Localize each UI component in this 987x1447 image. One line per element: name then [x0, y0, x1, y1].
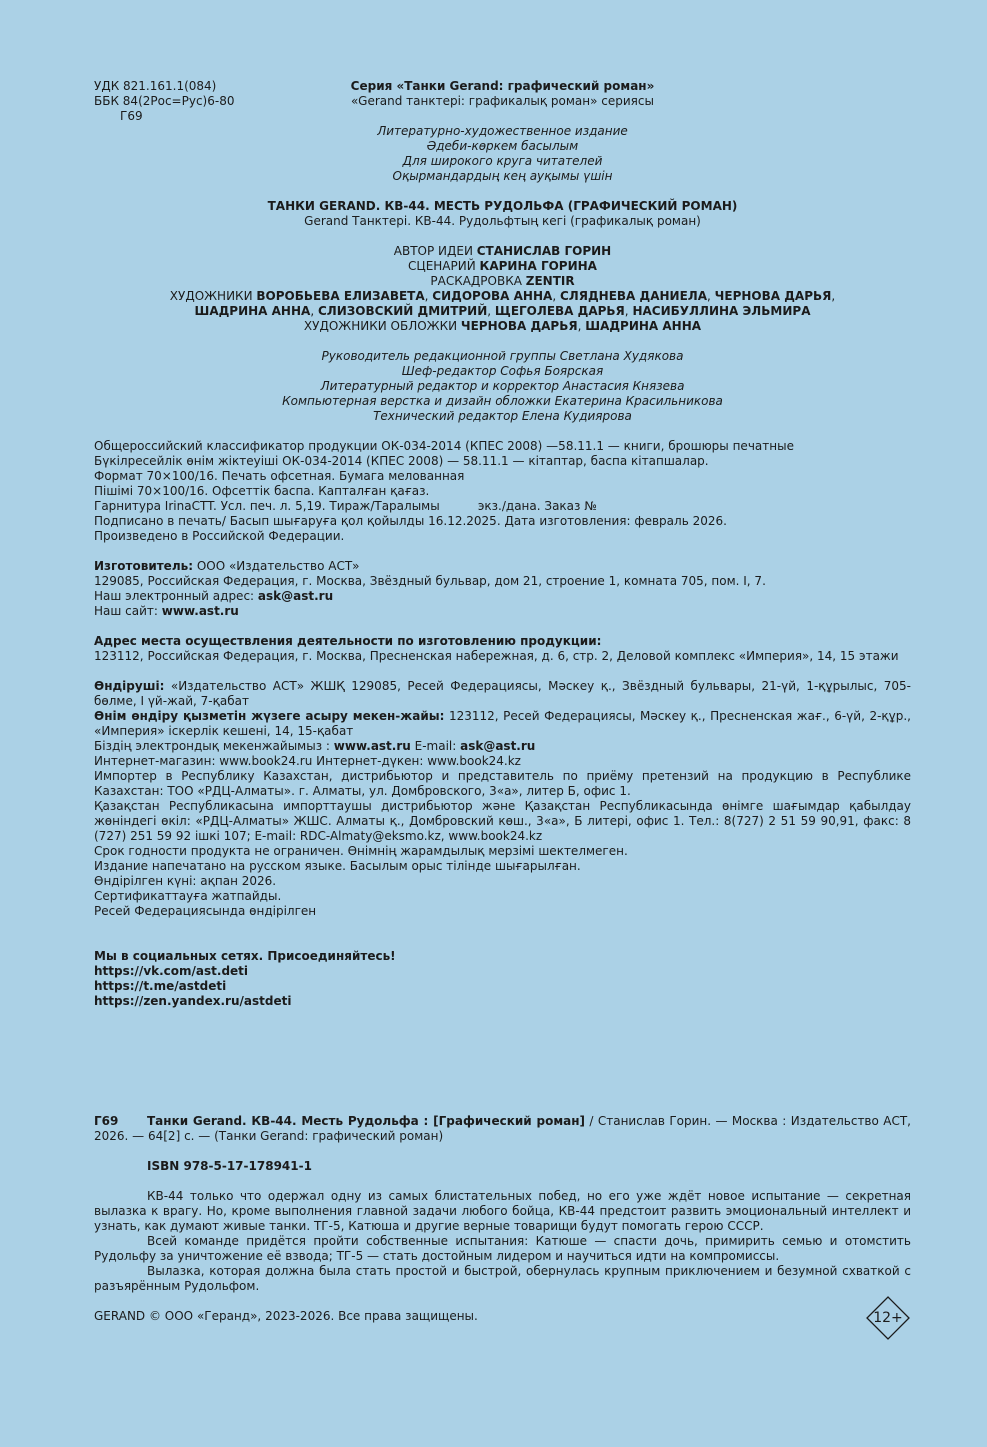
edition-type: Литературно-художественное издание Әдеби-көркем басылым Для широкого круга читателей Оқырмандардың кең ауқымы үшін	[377, 124, 628, 183]
credit-script: СЦЕНАРИЙ КАРИНА ГОРИНА	[408, 259, 597, 273]
series-title-kz: «Gerand танктері: графикалық роман» сериясы	[351, 94, 654, 108]
author-mark: Г69	[120, 109, 143, 123]
production-address: Адрес места осуществления деятельности по изготовлению продукции: 123112, Российская Федерация, г. Москва, Пресненская набережная, д. 6, стр. 2, Деловой комплекс «Империя», 14, 15 этажи	[94, 634, 899, 663]
age-rating-label: 12+	[873, 1310, 903, 1326]
email-link[interactable]: ask@ast.ru	[257, 589, 334, 603]
credit-storyboard: РАСКАДРОВКА ZENTIR	[430, 274, 575, 288]
credit-cover-artists: ХУДОЖНИКИ ОБЛОЖКИ ЧЕРНОВА ДАРЬЯ, ШАДРИНА АННА	[303, 319, 702, 333]
catalog-code: Г69	[94, 1114, 119, 1128]
manufacturer: Изготовитель: ООО «Издательство АСТ» 129085, Российская Федерация, г. Москва, Звёздный бульвар, дом 21, строение 1, комната 705, пом. I, 7. Наш электронный адрес: ask@ast.ru Наш сайт: www.ast.ru	[94, 559, 766, 618]
social-link-vk[interactable]: https://vk.com/ast.deti	[94, 964, 249, 978]
series-block	[300, 79, 705, 109]
importer-ru: Импортер в Республику Казахстан, дистрибьютор и представитель по приёму претензий на продукцию в Республике Казахстан: ТОО «РДЦ-Алматы». г. Алматы, ул. Домбровского, 3«а», литер Б, офис 1.	[94, 769, 911, 798]
credit-artists: ХУДОЖНИКИ ВОРОБЬЕВА ЕЛИЗАВЕТА, СИДОРОВА АННА, СЛЯДНЕВА ДАНИЕЛА, ЧЕРНОВА ДАРЬЯ,	[169, 289, 836, 303]
social-link-zen[interactable]: https://zen.yandex.ru/astdeti	[94, 994, 292, 1008]
credit-idea: АВТОР ИДЕИ СТАНИСЛАВ ГОРИН	[393, 244, 612, 258]
tech-info: Общероссийский классификатор продукции ОК-034-2014 (КПЕС 2008) —58.11.1 — книги, брошюры печатные Бүкілресейлік өнім жіктеуіші ОК-034-2014 (КПЕС 2008) — 58.11.1 — кітаптар, баспа кітапшалар. Формат 70×100/16. Печать офсетная. Бумага мелованная Пішімі 70×100/16. Офсеттік баспа. Капталған қағаз. Гарнитура IrinaCTT. Усл. печ. л. 5,19. Тираж/Таралымы экз./дана. Заказ № Подписано в печать/ Басып шығаруға қол қойылды 16.12.2025. Дата изготовления: февраль 2026. Произведено в Российской Федерации.	[94, 439, 794, 543]
social-title: Мы в социальных сетях. Присоединяйтесь!	[94, 949, 396, 963]
kz-address: Өнім өндіру қызметін жүзеге асыру мекен-жайы: 123112, Ресей Федерациясы, Мәскеу қ., Пресненская жағ., 6-үй, 2-құр., «Империя» іскерлік кешені, 14, 15-қабат	[94, 709, 912, 738]
importer-kz: Қазақстан Республикасына импорттаушы дистрибьютор және Қазақстан Республикасында өнімге шағымдар қабылдау жөніндегі өкіл: «РДЦ-Алматы» ЖШС. Алматы қ., Домбровский көш., 3«а», Б литері, офис 1. Тел.: 8(727) 2 51 59 90,91, факс: 8 (727) 251 59 92 ішкі 107; E-mail: RDC-Almaty@eksmo.kz, www.book24.kz	[94, 799, 911, 843]
catalog-entry: Танки Gerand. КВ-44. Месть Рудольфа : [Графический роман] / Станислав Горин. — Москва : Издательство АСТ, 2026. — 64[2] с. — (Танки Gerand: графический роман)	[94, 1114, 911, 1143]
book-title-kz: Gerand Танктері. КВ-44. Рудольфтың кегі (графикалық роман)	[304, 214, 701, 228]
editors: Руководитель редакционной группы Светлана Худякова Шеф-редактор Софья Боярская Литературный редактор и корректор Анастасия Князева Компьютерная верстка и дизайн обложки Екатерина Красильникова Технический редактор Елена Кудиярова	[282, 349, 723, 423]
kz-legal-block: Өндіруші: «Издательство АСТ» ЖШҚ 129085, Ресей Федерациясы, Мәскеу қ., Звёздный бульвары, 21-үй, 1-құрылыс, 705-бөлме, I үй-жай, 7-қабат Өнім өндіру қызметін жүзеге асыру мекен-жайы: 123112, Ресей Федерациясы, Мәскеу қ., Пресненская жағ., 6-үй, 2-құр., «Империя» іскерлік кешені, 14, 15-қабат Біздің электрондық мекенжайымыз : www.ast.ru E-mail: ask@ast.ru Интернет-магазин: www.book24.ru Интернет-дүкен: www.book24.kz Импортер в Республику Казахстан, дистрибьютор и представитель по приёму претензий на продукцию в Республике Казахстан: ТОО «РДЦ-Алматы». г. Алматы, ул. Домбровского, 3«а», литер Б, офис 1. Қазақстан Республикасына импорттаушы дистрибьютор және Қазақстан Республикасында өнімге шағымдар қабылдау жөніндегі өкіл: «РДЦ-Алматы» ЖШС. Алматы қ., Домбровский көш., 3«а», Б литері, офис 1. Тел.: 8(727) 2 51 59 90,91, факс: 8 (727) 251 59 92 ішкі 107; E-mail: RDC-Almaty@eksmo.kz, www.book24.kz Срок годности продукта не ограничен. Өнімнің жарамдылық мерзімі шектелмеген. Издание напечатано на русском языке. Басылым орыс тілінде шығарылған. Өндірілген күні: ақпан 2026. Сертификаттауға жатпайды. Ресей Федерациясында өндірілген	[94, 679, 912, 918]
book-title-ru: ТАНКИ GERAND. КВ-44. МЕСТЬ РУДОЛЬФА (ГРАФИЧЕСКИЙ РОМАН)	[267, 199, 738, 213]
annotation: КВ-44 только что одержал одну из самых блистательных побед, но его уже ждёт новое испытание — секретная вылазка к врагу. Но, кроме выполнения главной задачи любого бойца, КВ-44 предстоит развить эмоциональный интеллект и узнать, как думают живые танки. ТГ-5, Катюша и другие верные товарищи будут помогать герою СССР. Всей команде придётся пройти собственные испытания: Катюше — спасти дочь, примирить семью и отомстить Рудольфу за уничтожение её взвода; ТГ-5 — стать достойным лидером и научиться идти на компромиссы. Вылазка, которая должна была стать простой и быстрой, обернулась крупным приключением и безумной схваткой с разъярённым Рудольфом.	[94, 1189, 911, 1293]
book-title	[94, 199, 911, 229]
social-link-telegram[interactable]: https://t.me/astdeti	[94, 979, 227, 993]
credits	[94, 244, 911, 334]
social-block	[94, 949, 911, 1009]
kz-producer: Өндіруші: «Издательство АСТ» ЖШҚ 129085, Ресей Федерациясы, Мәскеу қ., Звёздный бульвары, 21-үй, 1-құрылыс, 705-бөлме, I үй-жай, 7-қабат	[94, 679, 911, 708]
credit-artists-cont: ШАДРИНА АННА, СЛИЗОВСКИЙ ДМИТРИЙ, ЩЕГОЛЕВА ДАРЬЯ, НАСИБУЛЛИНА ЭЛЬМИРА	[194, 304, 811, 318]
udk-line: УДК 821.161.1(084)	[94, 79, 217, 93]
udk-block	[94, 79, 234, 124]
kz-email: Біздің электрондық мекенжайымыз : www.ast.ru E-mail: ask@ast.ru	[94, 739, 536, 753]
copyright: GERAND © ООО «Геранд», 2023-2026. Все права защищены.	[94, 1309, 478, 1323]
isbn: ISBN 978-5-17-178941-1	[147, 1159, 312, 1173]
series-title: Серия «Танки Gerand: графический роман»	[350, 79, 655, 93]
kz-shop: Интернет-магазин: www.book24.ru Интернет-дүкен: www.book24.kz	[94, 754, 521, 768]
site-link[interactable]: www.ast.ru	[161, 604, 239, 618]
bbk-line: ББК 84(2Рос=Рус)6-80	[94, 94, 235, 108]
age-rating-badge	[866, 1296, 910, 1340]
